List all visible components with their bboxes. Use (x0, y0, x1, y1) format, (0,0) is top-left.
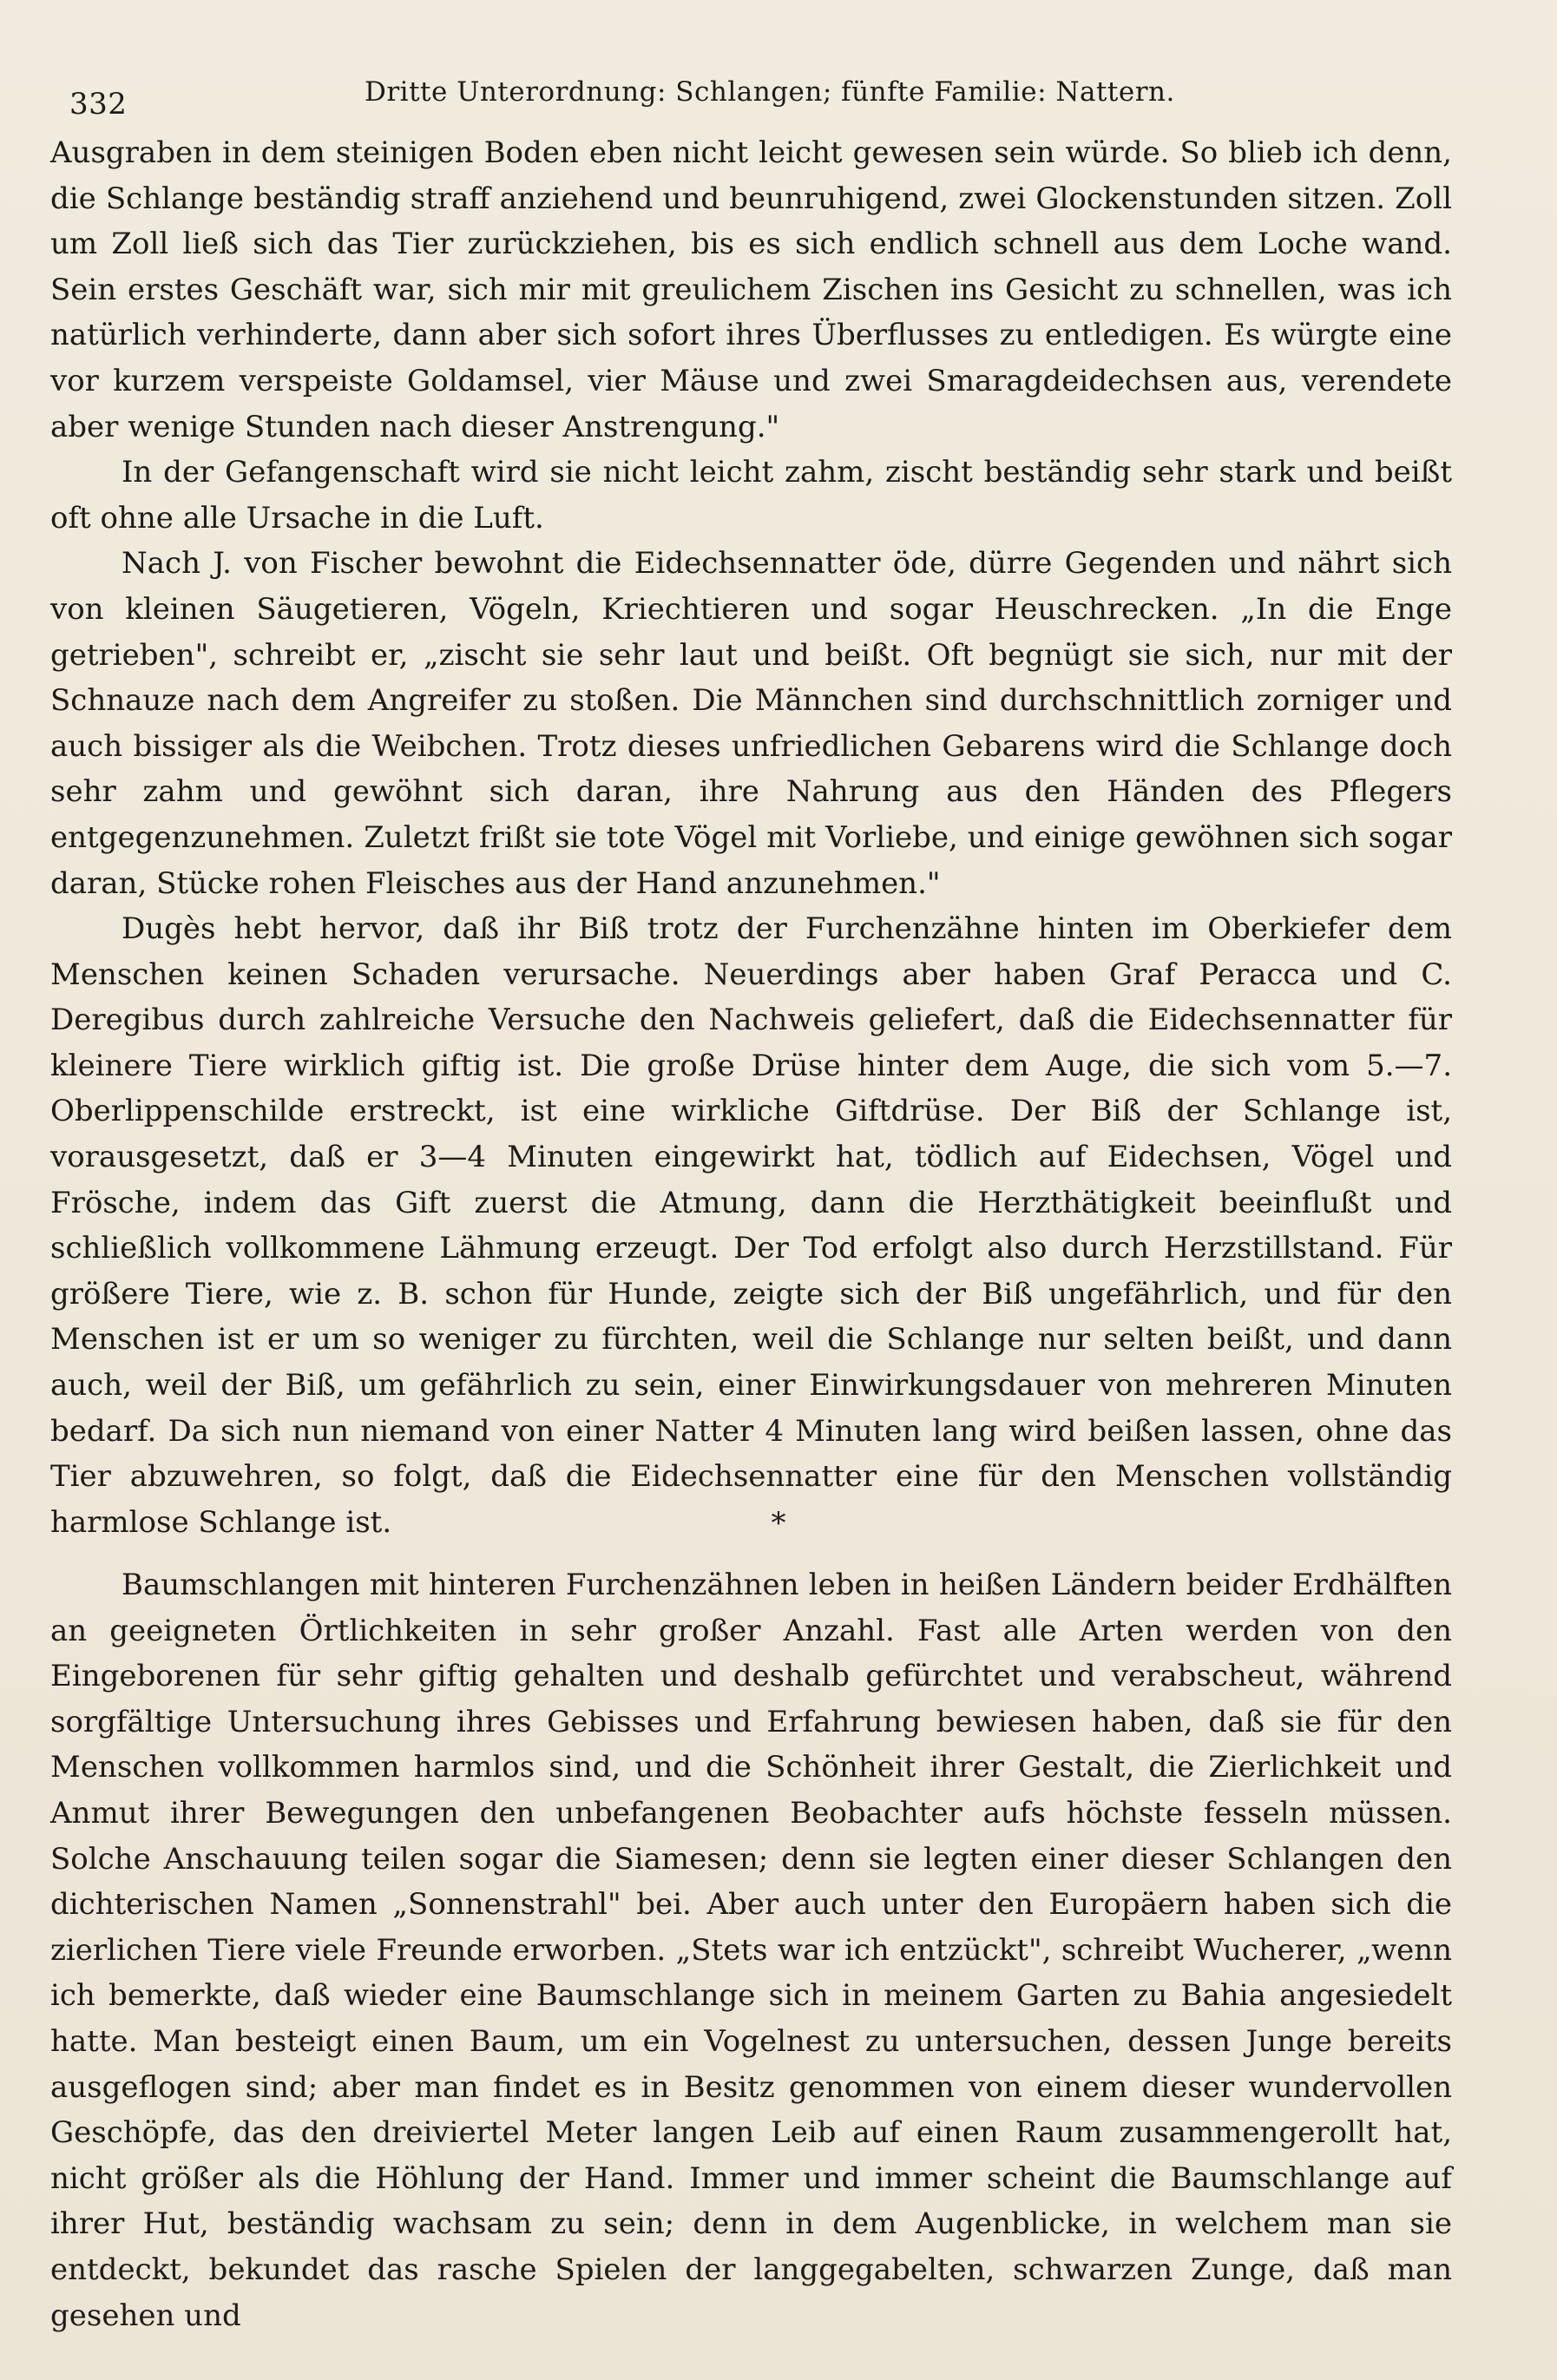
second-text-block (50, 1562, 1452, 2338)
page-header (61, 68, 1475, 122)
paragraph-2: In der Gefangenschaft wird sie nicht leicht zahm, zischt beständig sehr stark und beißt oft ohne alle Ursache in die Luft. (50, 455, 1452, 536)
page-number: 332 (69, 87, 128, 122)
section-separator: * (771, 1506, 786, 1541)
paragraph-5: Baumschlangen mit hinteren Furchenzähnen leben in heißen Ländern beider Erdhälften an geeigneten Örtlichkeiten in sehr großer Anzahl. Fast alle Arten werden von den Eingeborenen für sehr giftig gehalten und deshalb gefürchtet und verabscheut, während sorgfältige Untersuchung ihres Gebisses und Erfahrung bewiesen haben, daß sie für den Menschen vollkommen harmlos sind, und die Schönheit ihrer Gestalt, die Zierlichkeit und Anmut ihrer Bewegungen den unbefangenen Beobachter aufs höchste fesseln müssen. Solche Anschauung teilen sogar die Siamesen; denn sie legten einer dieser Schlangen den dichterischen Namen „Sonnenstrahl" bei. Aber auch unter den Europäern haben sich die zierlichen Tiere viele Freunde erworben. „Stets war ich entzückt", schreibt Wucherer, „wenn ich bemerkte, daß wieder eine Baumschlange sich in meinem Garten zu Bahia angesiedelt hatte. Man besteigt einen Baum, um ein Vogelnest zu untersuchen, dessen Junge bereits ausgeflogen sind; aber man findet es in Besitz genommen von einem dieser wundervollen Geschöpfe, das den dreiviertel Meter langen Leib auf einen Raum zusammengerollt hat, nicht größer als die Höhlung der Hand. Immer und immer scheint die Baumschlange auf ihrer Hut, beständig wachsam zu sein; denn in dem Augenblicke, in welchem man sie entdeckt, bekundet das rasche Spielen der langgegabelten, schwarzen Zunge, daß man gesehen und (50, 1568, 1452, 2333)
running-head: Dritte Unterordnung: Schlangen; fünfte Familie: Nattern. (365, 76, 1175, 108)
paragraph-4: Dugès hebt hervor, daß ihr Biß trotz der Furchenzähne hinten im Oberkiefer dem Menschen keinen Schaden verursache. Neuerdings aber haben Graf Peracca und C. Deregibus durch zahlreiche Versuche den Nachweis geliefert, daß die Eidechsennatter für kleinere Tiere wirklich giftig ist. Die große Drüse hinter dem Auge, die sich vom 5.—7. Oberlippenschilde erstreckt, ist eine wirkliche Giftdrüse. Der Biß der Schlange ist, vorausgesetzt, daß er 3—4 Minuten eingewirkt hat, tödlich auf Eidechsen, Vögel und Frösche, indem das Gift zuerst die Atmung, dann die Herzthätigkeit beeinflußt und schließlich vollkommene Lähmung erzeugt. Der Tod erfolgt also durch Herzstillstand. Für größere Tiere, wie z. B. schon für Hunde, zeigte sich der Biß ungefährlich, und für den Menschen ist er um so weniger zu fürchten, weil die Schlange nur selten beißt, und dann auch, weil der Biß, um gefährlich zu sein, einer Einwirkungsdauer von mehreren Minuten bedarf. Da sich nun niemand von einer Natter 4 Minuten lang wird beißen lassen, ohne das Tier abzuwehren, so folgt, daß die Eidechsennatter eine für den Menschen vollständig harmlose Schlange ist. (50, 911, 1452, 1540)
paragraph-3: Nach J. von Fischer bewohnt die Eidechsennatter öde, dürre Gegenden und nährt sich von kleinen Säugetieren, Vögeln, Kriechtieren und sogar Heuschrecken. „In die Enge getrieben", schreibt er, „zischt sie sehr laut und beißt. Oft begnügt sie sich, nur mit der Schnauze nach dem Angreifer zu stoßen. Die Männchen sind durchschnittlich zorniger und auch bissiger als die Weibchen. Trotz dieses unfriedlichen Gebarens wird die Schlange doch sehr zahm und gewöhnt sich daran, ihre Nahrung aus den Händen des Pflegers entgegenzunehmen. Zuletzt frißt sie tote Vögel mit Vorliebe, und einige gewöhnen sich sogar daran, Stücke rohen Fleisches aus der Hand anzunehmen." (50, 546, 1452, 901)
main-text-block (50, 130, 1452, 1545)
paragraph-1: Ausgraben in dem steinigen Boden eben nicht leicht gewesen sein würde. So blieb ich denn, die Schlange beständig straff anziehend und beunruhigend, zwei Glockenstunden sitzen. Zoll um Zoll ließ sich das Tier zurückziehen, bis es sich endlich schnell aus dem Loche wand. Sein erstes Geschäft war, sich mir mit greulichem Zischen ins Gesicht zu schnellen, was ich natürlich verhinderte, dann aber sich sofort ihres Überflusses zu entledigen. Es würgte eine vor kurzem verspeiste Goldamsel, vier Mäuse und zwei Smaragdeidechsen aus, verendete aber wenige Stunden nach dieser Anstrengung." (50, 135, 1452, 444)
